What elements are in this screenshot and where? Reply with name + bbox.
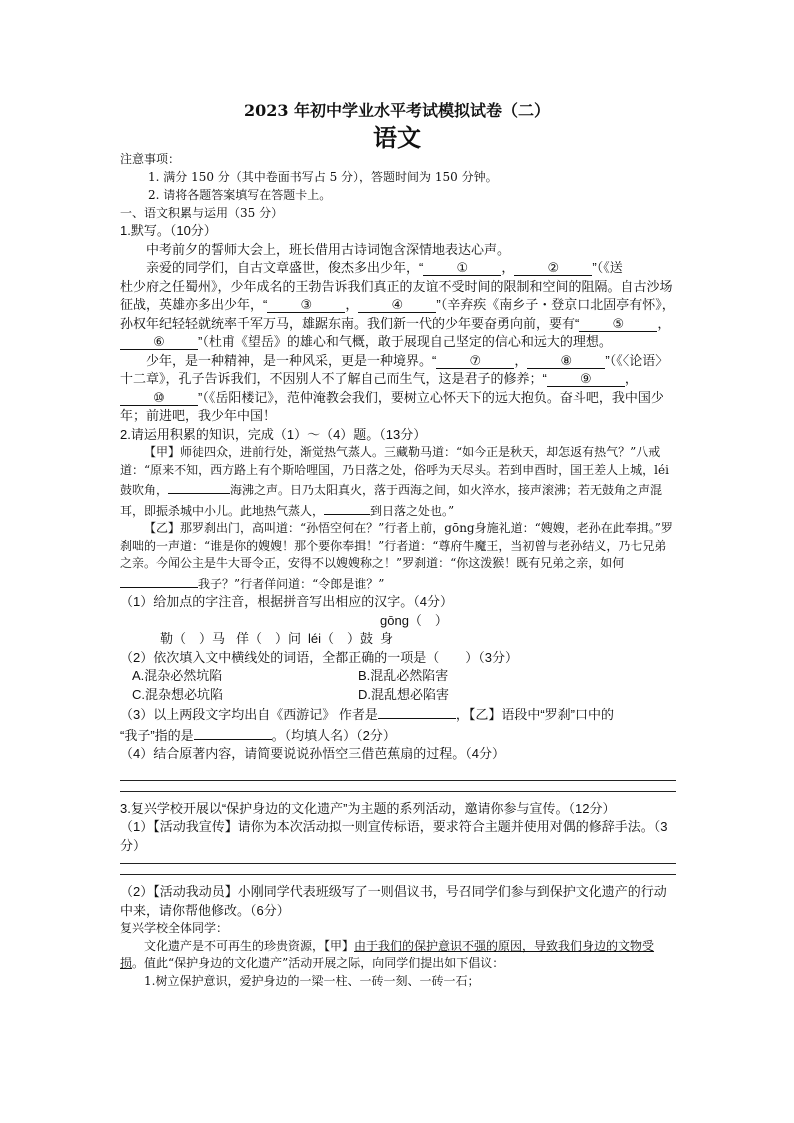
q1-text: 杜少府之任蜀州》，少年成名的王勃告诉我们真正的友谊不受时间的限制和空间的阻隔。自古沙场征战，英雄亦多出少年，“ [120, 278, 673, 312]
option-a[interactable]: A.混杂必然坑陷 [132, 668, 223, 683]
passage-text: 鼓吹角， [120, 483, 169, 497]
q1-paragraph-1-cont [120, 278, 676, 352]
q1-text: 亲爱的同学们，自古文章盛世，俊杰多出少年，“ [146, 260, 424, 275]
answer-blank-9[interactable]: ⑨ [547, 372, 625, 387]
separator: ， [514, 352, 528, 368]
option-c[interactable]: C.混杂想必坑陷 [132, 686, 224, 702]
section1-heading: 一、语文积累与运用（35 分） [120, 206, 284, 220]
options-row-1 [120, 667, 676, 686]
subject-title: 语文 [373, 125, 421, 152]
passage-text: 【乙】那罗刹出门，高叫道：“孙悟空何在？”行者上前， [144, 521, 445, 535]
option-b[interactable]: B.混乱必然陷害 [358, 668, 449, 683]
exam-title: 2023 年初中学业水平考试模拟试卷（二） [243, 101, 551, 120]
q1-heading: 1.默写。（10分） [120, 223, 217, 238]
q2-sub3-cont [120, 725, 676, 746]
answer-blank-3[interactable]: ③ [267, 298, 345, 313]
q2-sub4: （4）结合原著内容，请简要说说孙悟空三借芭蕉扇的过程。（4分） [120, 746, 505, 761]
answer-blank-5[interactable]: ⑤ [579, 317, 657, 332]
q2-sub3-text: 。（均填人名）（2分） [271, 727, 396, 743]
answer-blank-8[interactable]: ⑧ [527, 354, 605, 369]
pinyin-lei: léi [654, 462, 669, 477]
passage-text: 身施礼道：“嫂嫂，老孙在此奉揖。”罗刹咄的一声道：“谁是你的嫂嫂！那个要你奉揖！”行者道：“尊府牛魔王，当初曾与老孙结义，乃七兄弟之亲。今闻公主是牛大哥令正，安得不以嫂嫂称之！”罗刹道：“你这泼猴！既有兄弟之亲，如何 [120, 521, 673, 570]
note-item-1: 1. 满分 150 分（其中卷面书写占 5 分），答题时间为 150 分钟。 [148, 170, 498, 184]
item-gong[interactable]: gōng（ ）身 [380, 612, 448, 646]
q2-sub1: （1）给加点的字注音，根据拼音写出相应的汉字。（4分） [120, 594, 453, 609]
q1-text: ”（辛弃疾《南乡子・登京口北固亭有怀》，孙权年纪轻轻就统率千军万马，雄踞东南。我们新一代的少年要奋勇向前，要有“ [120, 297, 675, 331]
son-name-blank[interactable] [194, 725, 272, 740]
passage-text: 到日落之处也。” [370, 503, 455, 518]
q3-sub1: （1）【活动我宣传】请你为本次活动拟一则宣传标语，要求符合主题并使用对偶的修辞手法。（3分） [120, 819, 668, 853]
q3-heading: 3.复兴学校开展以“保护身边的文化遗产”为主题的系列活动，邀请你参与宣传。（12分） [120, 800, 616, 816]
q1-text: 少年，是一种精神，是一种风采，更是一种境界。“ [146, 352, 437, 368]
separator: ， [657, 315, 671, 331]
passage-text: 【甲】师徒四众，进前行处，渐觉热气蒸人。三藏勒马道：“如今正是秋天，却怎返有热气？”八戒道：“原来不知，西方路上有个斯哈哩国，乃日落之处，俗呼为天尽头。若到申酉时，国王差人上城， [120, 445, 661, 477]
notes-heading: 注意事项： [120, 152, 181, 166]
separator: ， [345, 297, 359, 312]
q1-text: ”（《岳阳楼记》，范仲淹教会我们，要树立心怀天下的远大抱负。奋斗吧，我中国少年；前进吧，我少年中国！ [120, 389, 664, 423]
answer-line[interactable] [120, 791, 676, 792]
q1-text: ”（杜甫《望岳》的雄心和气概，敢于展现自己坚定的信心和远大的理想。 [198, 334, 612, 349]
q1-text: ”（《送 [592, 260, 623, 275]
answer-line[interactable] [120, 780, 676, 781]
q3-sub2: （2）【活动我动员】小刚同学代表班级写了一则倡议书，号召同学们参与到保护文化遗产的行动中来，请你帮他修改。（6分） [120, 884, 667, 918]
q1-paragraph-1 [120, 259, 676, 278]
letter-text: 。值此“保护身边的文化遗产”活动开展之际，向同学们提出如下倡议： [132, 956, 505, 970]
separator: ， [624, 371, 638, 386]
passage-text: 海沸之声。日乃太阳真火，落于西海之间，如火淬水，接声滚沸；若无鼓角之声混耳，即振杀城中小儿。此地热气蒸人， [120, 483, 663, 518]
answer-blank-4[interactable]: ④ [358, 298, 436, 313]
q2-sub3 [120, 704, 676, 725]
separator: ， [501, 260, 515, 275]
letter-paragraph-1 [120, 938, 676, 973]
exam-content [120, 150, 676, 990]
passage-blank-3[interactable] [120, 573, 198, 588]
q2-sub3-text: ，【乙】语段中“罗刹”口中的 [455, 707, 615, 722]
q2-sub1-items [120, 612, 676, 649]
answer-line[interactable] [120, 863, 676, 864]
item-lei[interactable]: léi（ ）鼓 [308, 631, 374, 646]
options-row-2 [120, 686, 676, 705]
q1-paragraph-2 [120, 352, 676, 426]
passage-blank-2[interactable] [324, 500, 370, 515]
answer-blank-7[interactable]: ⑦ [436, 354, 514, 369]
pinyin-gong: gōng [444, 521, 475, 535]
passage-jia [120, 444, 676, 520]
note-item-2: 2. 请将各题答案填写在答题卡上。 [148, 188, 332, 202]
letter-greeting: 复兴学校全体同学： [120, 921, 229, 935]
q1-intro: 中考前夕的誓师大会上，班长借用古诗词饱含深情地表达心声。 [146, 241, 511, 257]
author-blank[interactable] [378, 704, 456, 719]
passage-blank-1[interactable] [168, 479, 230, 494]
answer-blank-2[interactable]: ② [514, 261, 592, 276]
sentence-jia-underlined: 由于我们的保护意识不强的原因，导致我们身边的文物受损 [120, 938, 655, 970]
item-le[interactable]: 勒（ ）马 [160, 631, 226, 646]
answer-blank-6[interactable]: ⑥ [120, 335, 198, 350]
q2-sub3-text: （3）以上两段文字均出自《西游记》 作者是 [120, 707, 378, 722]
option-d[interactable]: D.混乱想必陷害 [358, 686, 450, 702]
answer-blank-1[interactable]: ① [423, 261, 501, 276]
passage-text: 我子？”行者佯问道：“令郎是谁？” [198, 576, 385, 591]
item-yang[interactable]: 佯（ ）问 [236, 631, 302, 646]
answer-blank-10[interactable]: ⑩ [120, 391, 198, 406]
q1-text: ”（《〈论语〉十二章》，孔子告诉我们，不因别人不了解自己而生气，这是君子的修养；“ [120, 352, 669, 386]
letter-text: 文化遗产是不可再生的珍贵资源，【甲】 [144, 938, 355, 953]
letter-item-1: 1.树立保护意识，爱护身边的一梁一柱、一砖一刻、一砖一石； [144, 973, 480, 988]
answer-line[interactable] [120, 874, 676, 875]
q2-heading: 2.请运用积累的知识，完成（1）～（4）题。（13分） [120, 426, 427, 442]
passage-yi [120, 520, 676, 593]
q2-sub2: （2）依次填入文中横线处的词语，全都正确的一项是（ ）（3分） [120, 649, 518, 665]
q2-sub3-text: “我子”指的是 [120, 727, 194, 743]
